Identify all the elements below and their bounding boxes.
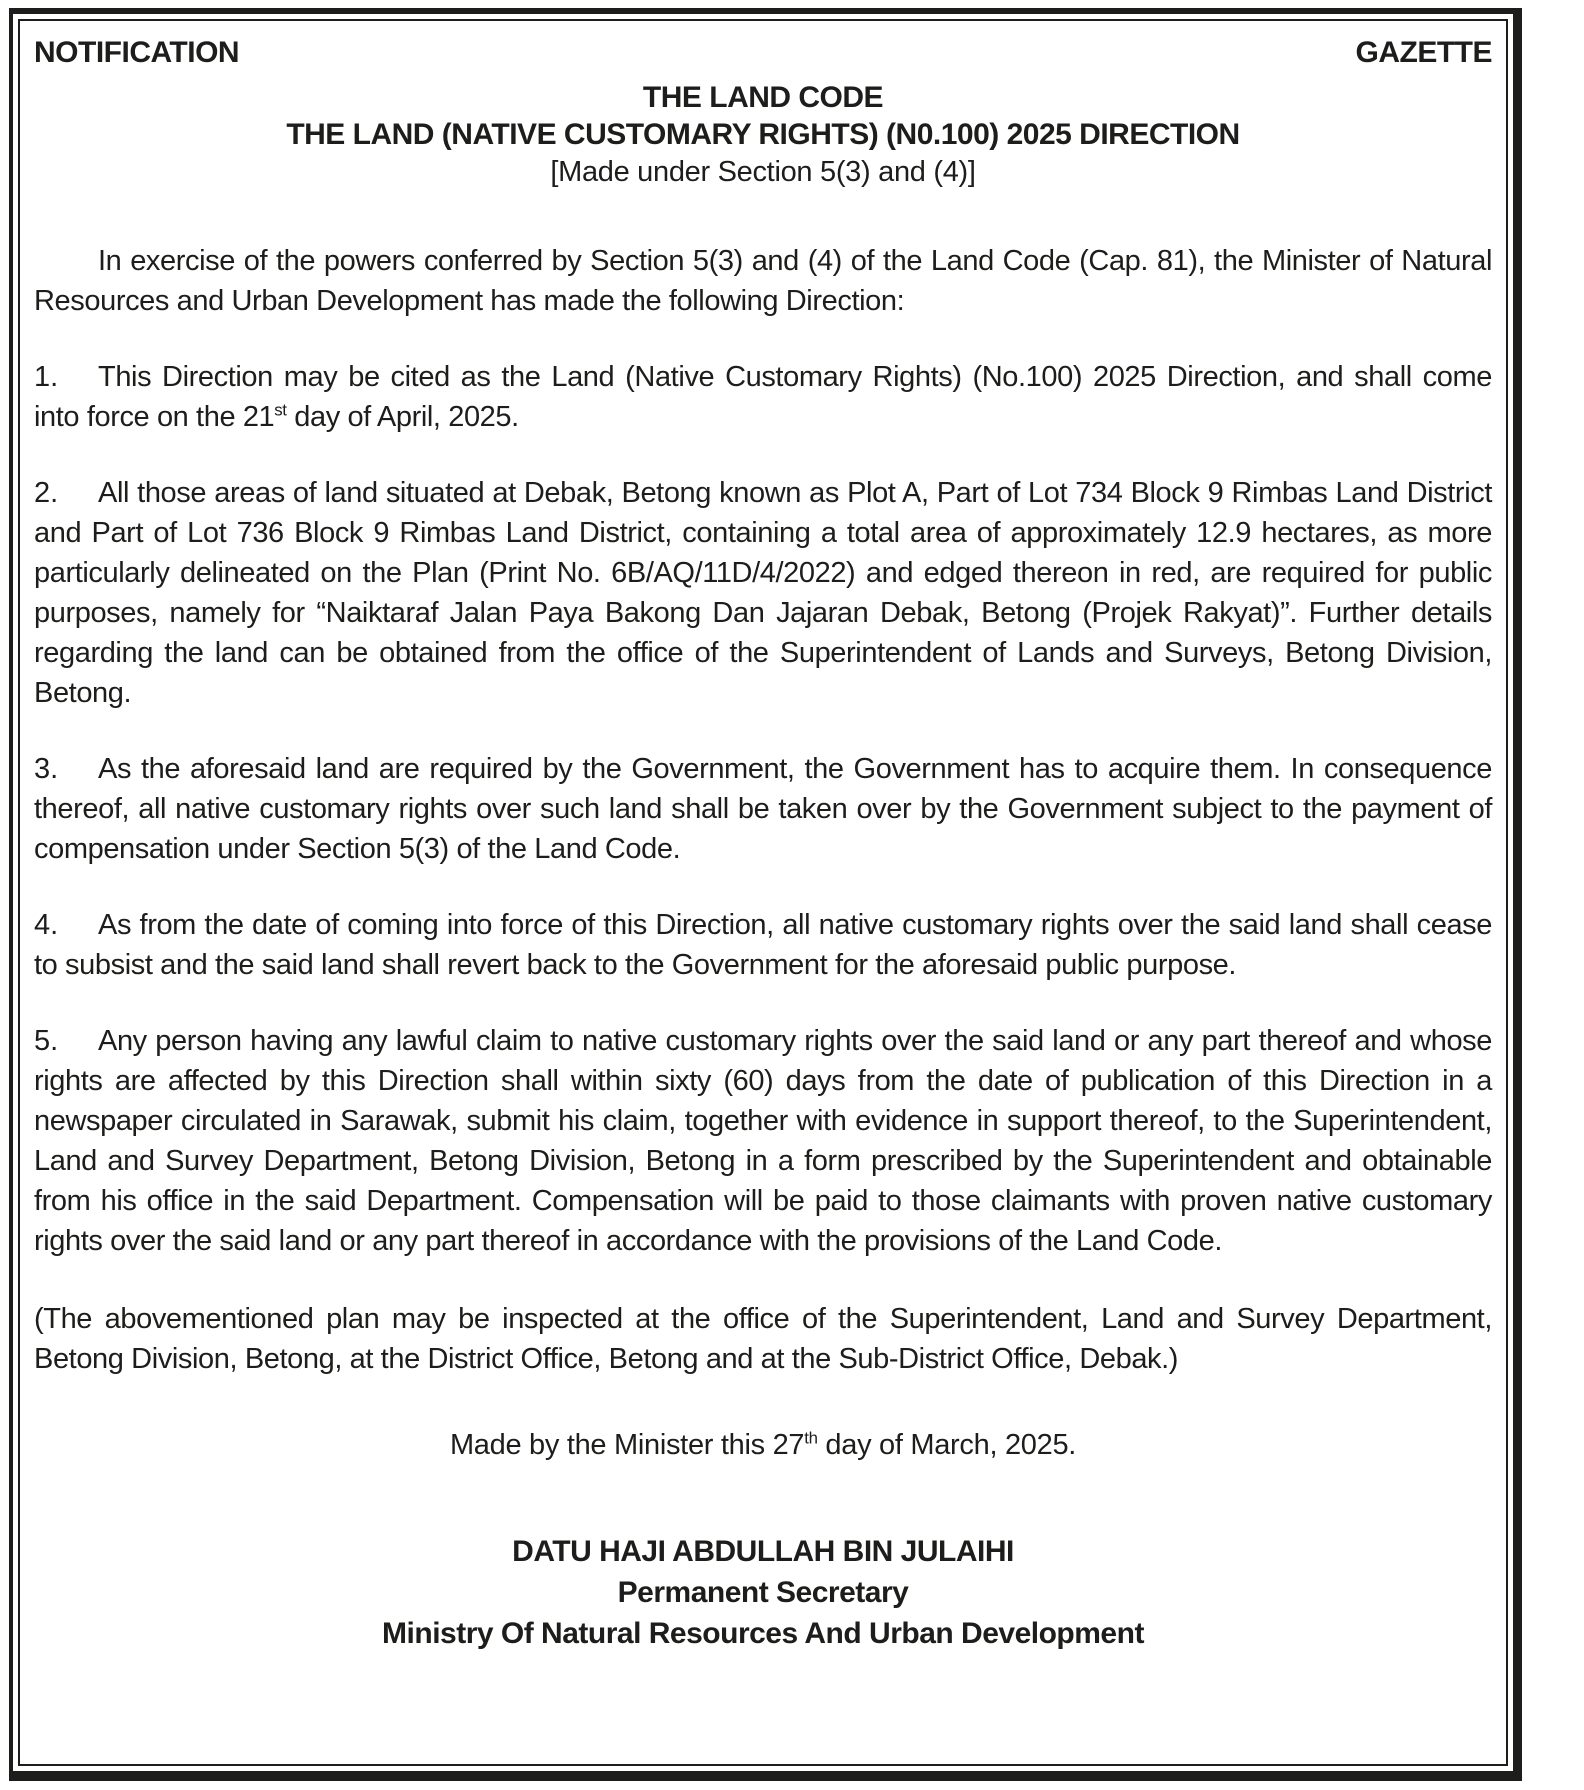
made-by-text-after: day of March, 2025. (817, 1429, 1077, 1461)
signatory-name: DATU HAJI ABDULLAH BIN JULAIHI (512, 1535, 1014, 1568)
paragraph-3 (34, 749, 1492, 869)
plan-inspection-note: (The abovementioned plan may be inspected at the office of the Superintendent, Land and Survey Department, Betong Division, Betong, at the District Office, Betong and at the Sub-District Office, Debak.) (34, 1303, 1492, 1375)
paragraph-2-number: 2. (34, 477, 59, 509)
paragraph-2-text: All those areas of land situated at Debak, Betong known as Plot A, Part of Lot 734 Block 9 Rimbas Land District and Part of Lot 736 Block 9 Rimbas Land District, containing a total area of approximately 12.9 hectares, as more particularly delineated on the Plan (Print No. 6B/AQ/11D/4/2022) and edged thereon in red, are required for public purposes, namely for “Naiktaraf Jalan Paya Bakong Dan Jajaran Debak, Betong (Projek Rakyat)”. Further details regarding the land can be obtained from the office of the Superintendent of Lands and Surveys, Betong Division, Betong. (34, 477, 1492, 709)
paragraph-2 (34, 473, 1492, 713)
document-outer-border (9, 8, 1522, 1781)
made-under-section-note: [Made under Section 5(3) and (4)] (550, 156, 976, 188)
paragraph-5 (34, 1021, 1492, 1261)
ordinal-superscript-21st: st (274, 400, 287, 420)
gazette-notice (18, 19, 1508, 1766)
title-land-code: THE LAND CODE (642, 81, 884, 114)
made-by-minister-line (34, 1425, 1492, 1465)
signature-block (34, 1531, 1492, 1654)
ordinal-superscript-27th: th (804, 1428, 818, 1448)
title-direction: THE LAND (NATIVE CUSTOMARY RIGHTS) (N0.100) 2025 DIRECTION (286, 118, 1240, 151)
paragraph-4 (34, 905, 1492, 985)
paragraph-3-text: As the aforesaid land are required by the Government, the Government has to acquire them. In consequence thereof, all native customary rights over such land shall be taken over by the Government subject to the payment of compensation under Section 5(3) of the Land Code. (34, 753, 1492, 865)
paragraph-3-number: 3. (34, 753, 59, 785)
paragraph-4-number: 4. (34, 909, 59, 941)
title-block (34, 79, 1492, 191)
masthead (34, 33, 1492, 71)
masthead-gazette-label: GAZETTE (1355, 36, 1492, 69)
paragraph-1-text: This Direction may be cited as the Land (Native Customary Rights) (No.100) 2025 Direction, and shall come into force on the 21 (34, 361, 1492, 433)
made-by-text: Made by the Minister this 27 (449, 1429, 805, 1461)
paragraph-4-text: As from the date of coming into force of this Direction, all native customary rights over the said land shall cease to subsist and the said land shall revert back to the Government for the aforesaid public purpose. (34, 909, 1492, 981)
paragraph-1 (34, 357, 1492, 437)
signatory-role: Permanent Secretary (617, 1576, 909, 1609)
paragraph-5-text: Any person having any lawful claim to native customary rights over the said land or any part thereof and whose rights are affected by this Direction shall within sixty (60) days from the date of publication of this Direction in a newspaper circulated in Sarawak, submit his claim, together with evidence in support thereof, to the Superintendent, Land and Survey Department, Betong Division, Betong in a form prescribed by the Superintendent and obtainable from his office in the said Department. Compensation will be paid to those claimants with proven native customary rights over the said land or any part thereof in accordance with the provisions of the Land Code. (34, 1025, 1492, 1257)
paragraph-1-number: 1. (34, 361, 59, 393)
signatory-ministry: Ministry Of Natural Resources And Urban Development (382, 1617, 1144, 1650)
paragraph-5-number: 5. (34, 1025, 59, 1057)
intro-paragraph: In exercise of the powers conferred by Section 5(3) and (4) of the Land Code (Cap. 81), the Minister of Natural Resources and Urban Development has made the following Direction: (34, 245, 1492, 317)
paragraph-1-text-after: day of April, 2025. (286, 401, 519, 433)
masthead-notification-label: NOTIFICATION (34, 36, 240, 69)
